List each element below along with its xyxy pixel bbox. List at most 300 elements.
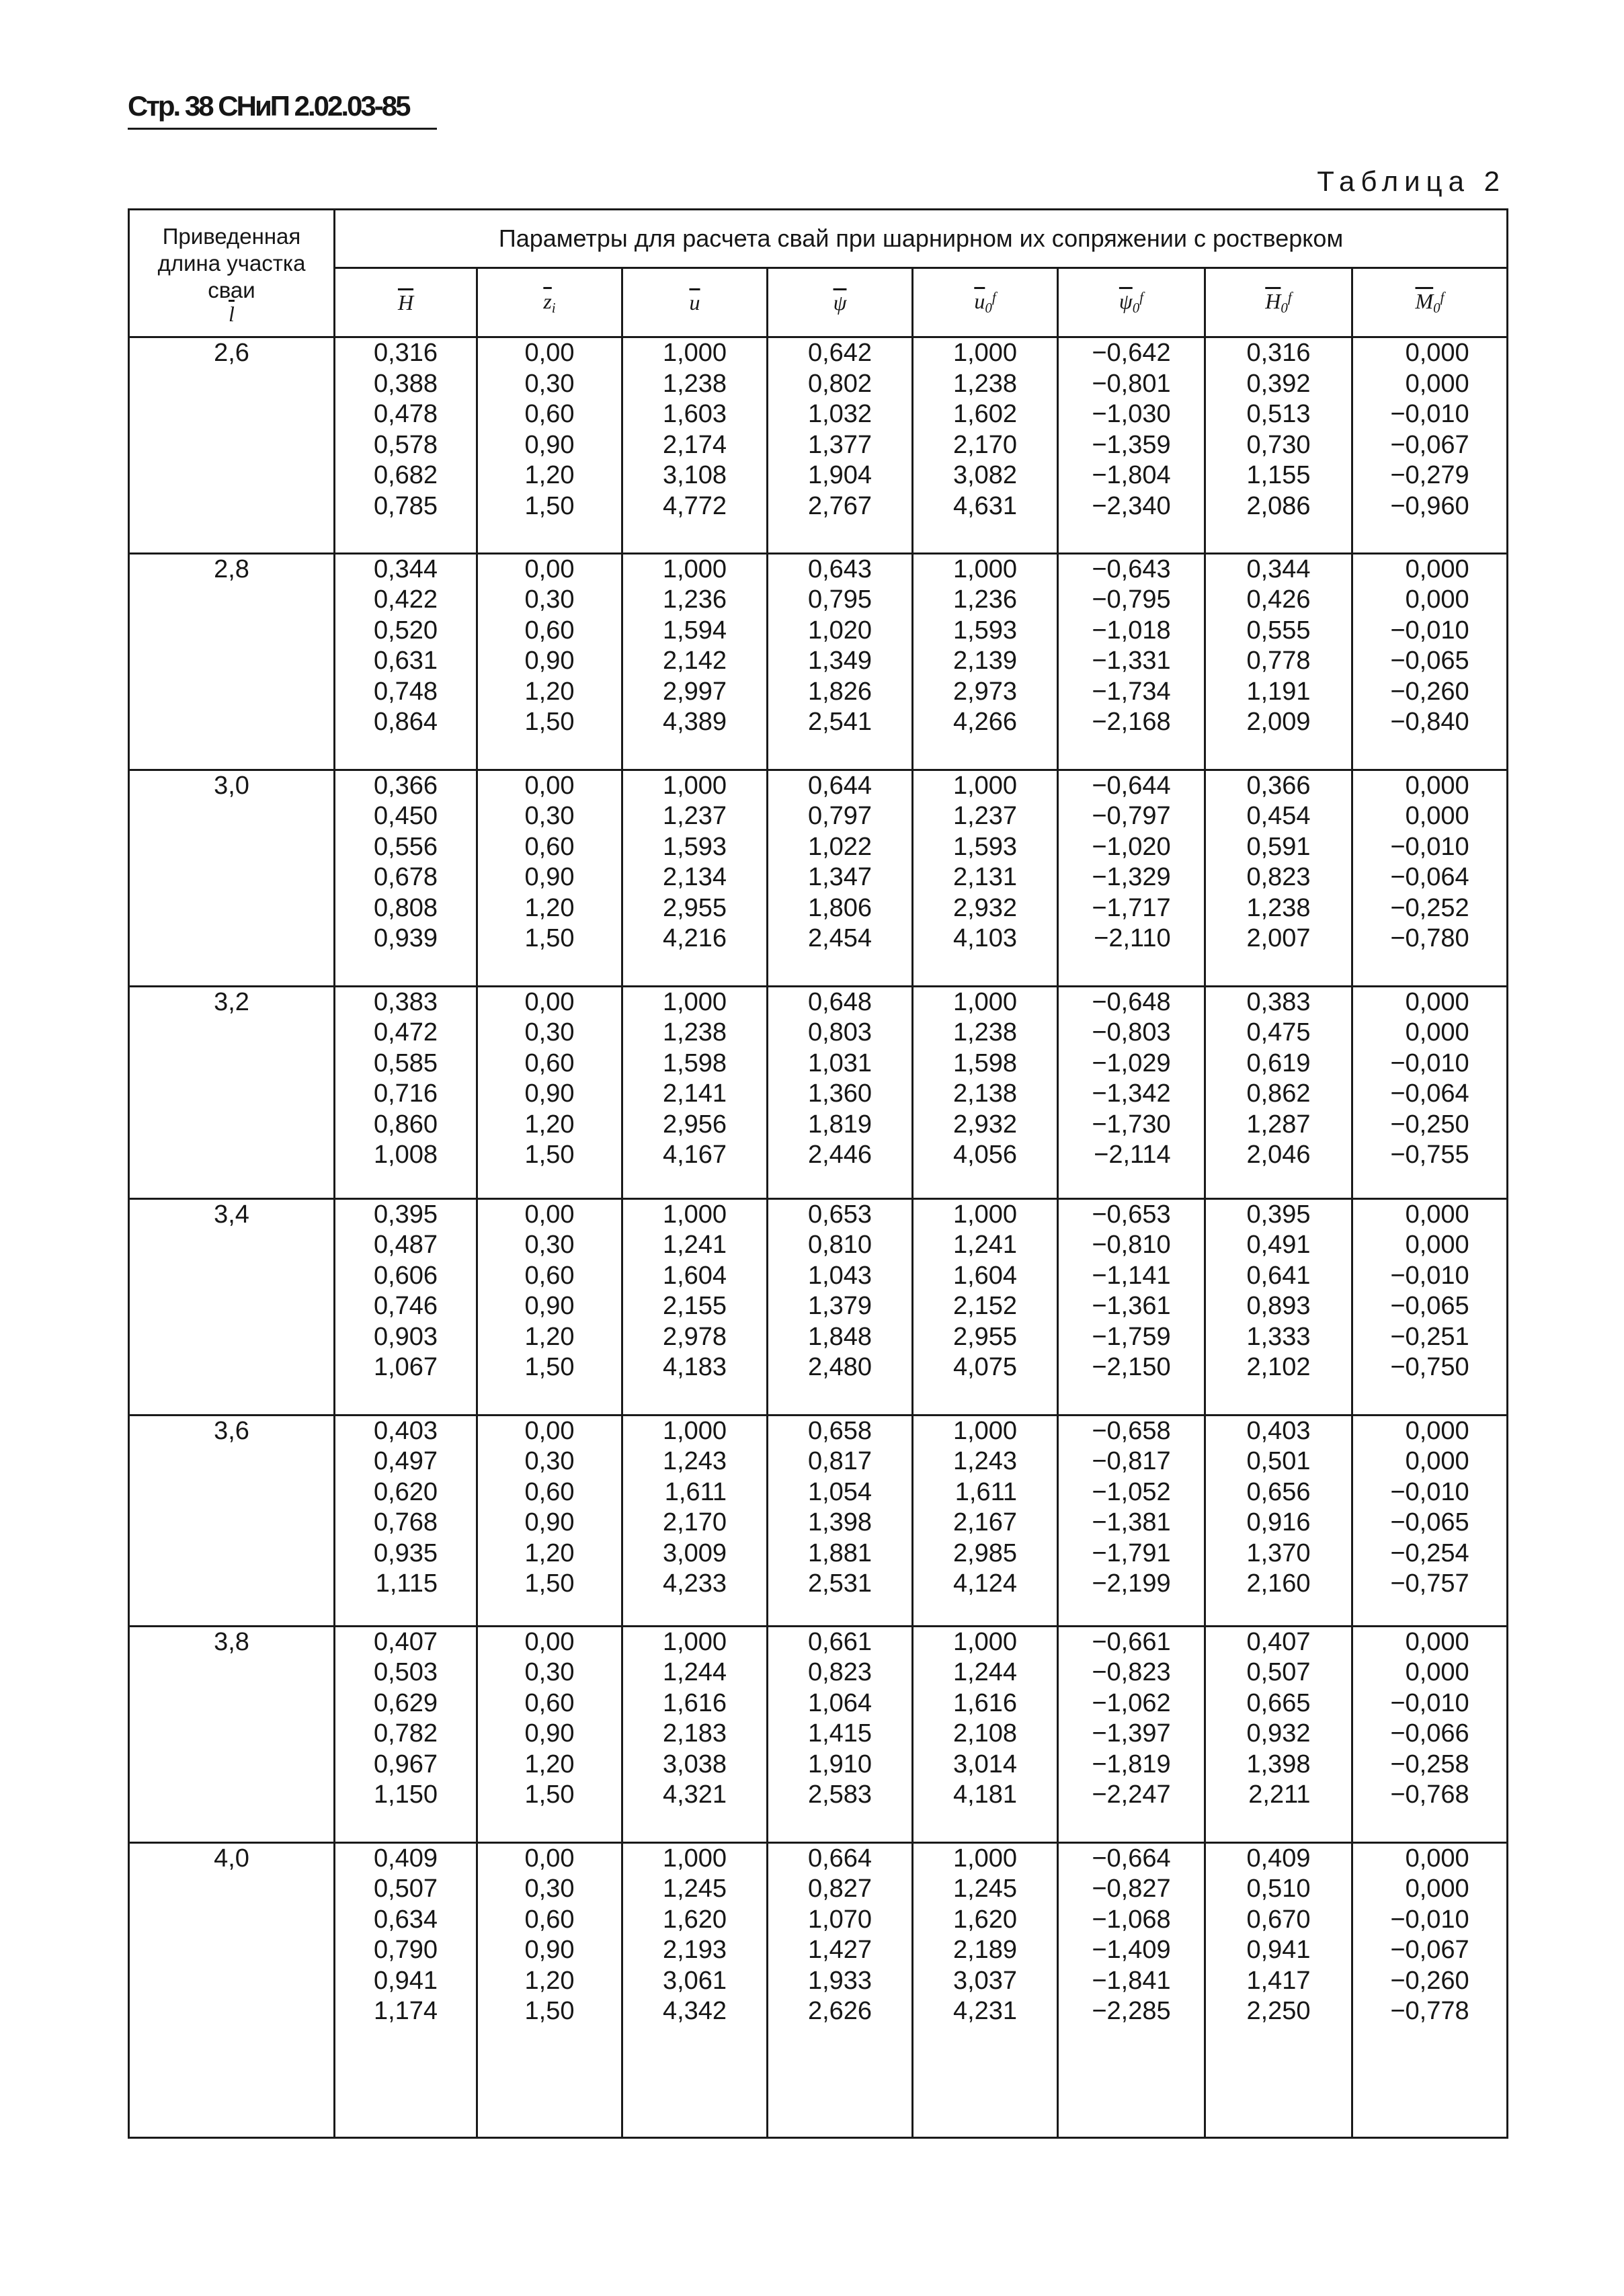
cell-value: 2,141 <box>662 1079 727 1108</box>
cell-value: 0,000 <box>1405 802 1469 831</box>
value-stack <box>374 987 438 1171</box>
column-symbol-header <box>1058 268 1205 337</box>
table-title: Таблица 2 <box>1317 165 1506 197</box>
table-cell <box>335 986 477 1198</box>
value-stack <box>525 1200 575 1383</box>
cell-value: 0,620 <box>373 1477 438 1506</box>
cell-value: −0,260 <box>1390 677 1469 706</box>
cell-value: 0,00 <box>524 1844 575 1873</box>
cell-value: 0,383 <box>373 987 438 1016</box>
value-stack <box>808 1200 872 1383</box>
value-stack <box>1246 338 1310 522</box>
cell-value: 0,782 <box>373 1719 438 1748</box>
value-stack <box>808 1416 872 1600</box>
value-stack <box>374 1200 438 1383</box>
cell-value: 0,631 <box>373 647 438 675</box>
table-cell <box>1058 1415 1205 1626</box>
cell-value: 1,241 <box>952 1231 1018 1260</box>
cell-value: 1,238 <box>1246 893 1311 922</box>
cell-value: 0,000 <box>1405 987 1469 1016</box>
column-symbol <box>974 288 996 316</box>
cell-value: 0,000 <box>1405 1416 1469 1445</box>
table-cell <box>1205 337 1352 554</box>
cell-value: 0,30 <box>524 585 575 614</box>
cell-value: 1,50 <box>524 924 575 953</box>
cell-value: 1,398 <box>1246 1750 1311 1778</box>
table-cell <box>768 1415 913 1626</box>
table-row-group <box>129 1415 1508 1626</box>
cell-value: 2,955 <box>662 893 727 922</box>
column-symbol-header <box>622 268 768 337</box>
cell-value: −0,254 <box>1390 1539 1469 1567</box>
cell-value: 0,403 <box>1246 1416 1311 1445</box>
value-stack <box>953 1416 1017 1600</box>
cell-value: −2,340 <box>1092 491 1171 520</box>
table-cell <box>477 1842 622 2137</box>
table-cell <box>335 1626 477 1842</box>
table-cell <box>477 770 622 986</box>
cell-value: 0,665 <box>1246 1688 1311 1717</box>
cell-value: 2,932 <box>952 1110 1018 1139</box>
cell-value: 1,245 <box>662 1875 727 1903</box>
cell-value: 0,513 <box>1246 400 1311 428</box>
cell-value: 0,90 <box>524 1292 575 1321</box>
cell-value: −1,020 <box>1092 832 1171 861</box>
table-cell <box>1058 1626 1205 1842</box>
cell-value: −0,653 <box>1092 1200 1171 1229</box>
cell-value: −1,361 <box>1092 1292 1171 1321</box>
column-symbol-header <box>913 268 1058 337</box>
cell-value: 0,491 <box>1246 1231 1311 1260</box>
value-stack <box>525 338 575 522</box>
cell-value: 0,967 <box>373 1750 438 1778</box>
cell-value: 2,155 <box>662 1292 727 1321</box>
cell-value: −0,279 <box>1390 461 1469 489</box>
table-cell <box>1352 553 1508 770</box>
cell-value: 1,611 <box>664 1477 727 1506</box>
table-cell <box>1058 1842 1205 2137</box>
cell-value: 0,475 <box>1246 1018 1311 1047</box>
cell-value: −0,768 <box>1390 1780 1469 1809</box>
cell-value: 4,231 <box>952 1997 1018 2026</box>
cell-value: 3,037 <box>952 1966 1018 1995</box>
cell-value: 4,216 <box>662 924 727 953</box>
cell-value: 0,629 <box>373 1688 438 1717</box>
value-stack <box>808 987 872 1171</box>
cell-value: 1,115 <box>375 1569 438 1598</box>
cell-value: 1,070 <box>807 1905 872 1934</box>
cell-value: 0,366 <box>1246 771 1311 800</box>
cell-value: −0,065 <box>1390 1292 1469 1321</box>
cell-value: 1,000 <box>662 1200 727 1229</box>
table-cell <box>622 1415 768 1626</box>
table-cell <box>768 337 913 554</box>
cell-value: 2,138 <box>952 1079 1018 1108</box>
cell-value: 1,593 <box>662 832 727 861</box>
cell-value: 0,487 <box>373 1231 438 1260</box>
cell-value: −0,064 <box>1390 863 1469 892</box>
cell-value: −1,029 <box>1092 1049 1171 1077</box>
cell-value: −0,010 <box>1390 1688 1469 1717</box>
cell-value: 1,243 <box>662 1447 727 1476</box>
cell-value: 0,803 <box>807 1018 872 1047</box>
cell-value: 1,360 <box>807 1079 872 1108</box>
cell-value: 1,50 <box>524 1780 575 1809</box>
cell-value: 3,108 <box>662 461 727 489</box>
value-stack <box>663 1200 727 1383</box>
cell-value: 1,604 <box>662 1261 727 1290</box>
cell-value: 0,000 <box>1405 555 1469 583</box>
table-cell <box>1352 337 1508 554</box>
cell-value: 0,426 <box>1246 585 1311 614</box>
column-symbol-header <box>477 268 622 337</box>
cell-value: 1,620 <box>952 1905 1018 1934</box>
cell-value: 0,366 <box>373 771 438 800</box>
cell-value: −0,823 <box>1092 1658 1171 1687</box>
cell-value: 1,50 <box>524 708 575 737</box>
cell-value: 0,000 <box>1405 1231 1469 1260</box>
cell-value: 1,904 <box>807 461 872 489</box>
cell-value: 2,211 <box>1248 1780 1311 1809</box>
cell-value: 1,347 <box>807 863 872 892</box>
cell-value: −0,067 <box>1390 1936 1469 1965</box>
cell-value: 2,174 <box>662 430 727 459</box>
cell-value: 0,932 <box>1246 1719 1311 1748</box>
cell-value: 1,20 <box>524 677 575 706</box>
cell-value: 1,598 <box>662 1049 727 1077</box>
cell-value: 1,054 <box>807 1477 872 1506</box>
table-cell <box>913 986 1058 1198</box>
cell-value: −0,064 <box>1390 1079 1469 1108</box>
cell-value: −0,010 <box>1390 1905 1469 1934</box>
cell-value: 0,862 <box>1246 1079 1311 1108</box>
value-stack <box>525 1627 575 1811</box>
cell-value: −1,052 <box>1092 1477 1171 1506</box>
value-stack <box>663 1416 727 1600</box>
cell-value: −0,644 <box>1092 771 1171 800</box>
cell-value: 4,103 <box>952 924 1018 953</box>
cell-value: 0,00 <box>524 1627 575 1656</box>
column-symbol-subscript: 0 <box>1281 299 1288 316</box>
row-header-label-line: длина участка <box>157 250 306 276</box>
value-stack <box>374 338 438 522</box>
value-stack <box>1246 555 1310 738</box>
cell-value: 1,000 <box>952 1627 1018 1656</box>
column-symbol <box>834 290 847 315</box>
value-stack <box>525 771 575 954</box>
cell-value: −1,819 <box>1092 1750 1171 1778</box>
cell-value: 0,644 <box>807 771 872 800</box>
table-cell <box>1058 986 1205 1198</box>
cell-value: 4,321 <box>662 1780 727 1809</box>
value-stack <box>663 1844 727 2027</box>
cell-value: 1,594 <box>662 616 727 645</box>
column-symbol-subscript: 0 <box>1132 299 1140 316</box>
cell-value: 0,344 <box>373 555 438 583</box>
cell-value: 4,266 <box>952 708 1018 737</box>
cell-value: 0,30 <box>524 1658 575 1687</box>
cell-value: −0,066 <box>1390 1719 1469 1748</box>
row-group-label: 3,4 <box>129 1198 335 1415</box>
table-cell <box>1058 553 1205 770</box>
cell-value: −1,409 <box>1092 1936 1171 1965</box>
cell-value: 1,20 <box>524 1966 575 1995</box>
column-symbol <box>398 290 413 315</box>
cell-value: 0,643 <box>807 555 872 583</box>
cell-value: 2,541 <box>807 708 872 737</box>
cell-value: 1,000 <box>952 1200 1018 1229</box>
cell-value: 1,238 <box>662 1018 727 1047</box>
cell-value: −1,841 <box>1092 1966 1171 1995</box>
value-stack <box>374 555 438 738</box>
cell-value: −0,801 <box>1092 369 1171 398</box>
value-stack <box>808 1627 872 1811</box>
cell-value: 4,075 <box>952 1353 1018 1382</box>
cell-value: 4,389 <box>662 708 727 737</box>
table-cell <box>335 1842 477 2137</box>
column-symbol <box>1415 288 1445 316</box>
value-stack <box>1092 338 1170 522</box>
cell-value: 0,60 <box>524 400 575 428</box>
cell-value: 2,955 <box>952 1322 1018 1351</box>
cell-value: −1,062 <box>1092 1688 1171 1717</box>
cell-value: 1,20 <box>524 461 575 489</box>
cell-value: −0,797 <box>1092 802 1171 831</box>
value-stack <box>374 1416 438 1600</box>
cell-value: 2,446 <box>807 1141 872 1170</box>
cell-value: 0,000 <box>1405 1875 1469 1903</box>
row-header-label-line: сваи <box>208 277 255 302</box>
cell-value: 1,244 <box>662 1658 727 1687</box>
table-cell <box>622 553 768 770</box>
cell-value: 0,30 <box>524 1231 575 1260</box>
cell-value: 1,620 <box>662 1905 727 1934</box>
cell-value: −0,780 <box>1390 924 1469 953</box>
cell-value: −1,804 <box>1092 461 1171 489</box>
cell-value: −1,342 <box>1092 1079 1171 1108</box>
value-stack <box>808 1844 872 2027</box>
value-stack <box>1092 1844 1170 2027</box>
row-header-cell <box>129 210 335 337</box>
cell-value: 1,022 <box>807 832 872 861</box>
cell-value: 2,009 <box>1246 708 1311 737</box>
cell-value: −0,251 <box>1390 1322 1469 1351</box>
cell-value: 0,00 <box>524 1200 575 1229</box>
cell-value: 1,238 <box>662 369 727 398</box>
cell-value: 0,778 <box>1246 647 1311 675</box>
value-stack <box>1390 1416 1469 1600</box>
cell-value: −1,359 <box>1092 430 1171 459</box>
cell-value: 0,00 <box>524 771 575 800</box>
cell-value: 1,848 <box>807 1322 872 1351</box>
cell-value: 2,046 <box>1246 1141 1311 1170</box>
value-stack <box>374 771 438 954</box>
cell-value: 1,370 <box>1246 1539 1311 1567</box>
cell-value: −0,010 <box>1390 1261 1469 1290</box>
cell-value: 3,014 <box>952 1750 1018 1778</box>
cell-value: 0,503 <box>373 1658 438 1687</box>
value-stack <box>1246 987 1310 1171</box>
cell-value: 2,626 <box>807 1997 872 2026</box>
table-cell <box>335 1415 477 1626</box>
value-stack <box>953 771 1017 954</box>
cell-value: 1,593 <box>952 616 1018 645</box>
cell-value: 0,935 <box>373 1539 438 1567</box>
row-group-label: 2,6 <box>129 337 335 554</box>
table-cell <box>622 337 768 554</box>
value-stack <box>1246 1200 1310 1383</box>
cell-value: −0,010 <box>1390 832 1469 861</box>
cell-value: 1,50 <box>524 1569 575 1598</box>
cell-value: 1,000 <box>662 1844 727 1873</box>
cell-value: −0,010 <box>1390 616 1469 645</box>
value-stack <box>1092 987 1170 1171</box>
cell-value: 2,170 <box>662 1508 727 1537</box>
cell-value: 0,90 <box>524 1719 575 1748</box>
cell-value: 0,000 <box>1405 1447 1469 1476</box>
column-symbol <box>543 288 556 316</box>
cell-value: 1,150 <box>373 1780 438 1809</box>
cell-value: −2,150 <box>1092 1353 1171 1382</box>
value-stack <box>525 1416 575 1600</box>
cell-value: 1,245 <box>952 1875 1018 1903</box>
page-header: Стр. 38 СНиП 2.02.03-85 <box>128 90 409 122</box>
cell-value: −1,018 <box>1092 616 1171 645</box>
table-cell <box>913 553 1058 770</box>
value-stack <box>1246 771 1310 954</box>
table-row-group <box>129 1842 1508 2137</box>
cell-value: 0,00 <box>524 1416 575 1445</box>
cell-value: 0,000 <box>1405 1658 1469 1687</box>
cell-value: −1,734 <box>1092 677 1171 706</box>
row-header-label-line: Приведенная <box>162 223 301 249</box>
header-underline <box>128 128 437 130</box>
cell-value: −2,247 <box>1092 1780 1171 1809</box>
value-stack <box>1390 555 1469 738</box>
cell-value: 0,60 <box>524 1261 575 1290</box>
cell-value: 0,797 <box>807 802 872 831</box>
cell-value: 2,131 <box>952 863 1018 892</box>
cell-value: 1,910 <box>807 1750 872 1778</box>
cell-value: 1,933 <box>807 1966 872 1995</box>
table-cell <box>335 337 477 554</box>
value-stack <box>953 1200 1017 1383</box>
value-stack <box>1390 1844 1469 2027</box>
cell-value: 2,454 <box>807 924 872 953</box>
cell-value: 1,238 <box>952 369 1018 398</box>
cell-value: 0,383 <box>1246 987 1311 1016</box>
cell-value: 0,903 <box>373 1322 438 1351</box>
cell-value: 4,167 <box>662 1141 727 1170</box>
cell-value: −0,840 <box>1390 708 1469 737</box>
cell-value: −0,010 <box>1390 1477 1469 1506</box>
table-cell <box>622 986 768 1198</box>
value-stack <box>953 555 1017 738</box>
cell-value: −1,331 <box>1092 647 1171 675</box>
value-stack <box>1092 1627 1170 1811</box>
group-header: Параметры для расчета свай при шарнирном их сопряжении с ростверком <box>335 210 1508 268</box>
cell-value: 0,392 <box>1246 369 1311 398</box>
cell-value: 1,236 <box>952 585 1018 614</box>
cell-value: 0,664 <box>807 1844 872 1873</box>
cell-value: −0,795 <box>1092 585 1171 614</box>
cell-value: 3,061 <box>662 1966 727 1995</box>
table-cell <box>335 553 477 770</box>
cell-value: 0,510 <box>1246 1875 1311 1903</box>
cell-value: 0,648 <box>807 987 872 1016</box>
cell-value: 0,30 <box>524 1018 575 1047</box>
cell-value: 0,90 <box>524 647 575 675</box>
value-stack <box>525 987 575 1171</box>
cell-value: −0,810 <box>1092 1231 1171 1260</box>
cell-value: 0,555 <box>1246 616 1311 645</box>
value-stack <box>663 987 727 1171</box>
cell-value: 0,30 <box>524 369 575 398</box>
cell-value: 1,602 <box>952 400 1018 428</box>
cell-value: 4,056 <box>952 1141 1018 1170</box>
table-cell <box>622 770 768 986</box>
cell-value: 0,642 <box>807 339 872 367</box>
cell-value: 1,236 <box>662 585 727 614</box>
cell-value: 1,155 <box>1246 461 1311 489</box>
cell-value: 0,817 <box>807 1447 872 1476</box>
cell-value: −0,960 <box>1390 491 1469 520</box>
cell-value: −0,065 <box>1390 1508 1469 1537</box>
cell-value: 1,20 <box>524 1322 575 1351</box>
value-stack <box>1092 771 1170 954</box>
row-header-symbol: $\overline{l}$ <box>229 301 235 326</box>
value-stack <box>953 338 1017 522</box>
cell-value: 2,139 <box>952 647 1018 675</box>
cell-value: −0,250 <box>1390 1110 1469 1139</box>
value-stack <box>663 555 727 738</box>
cell-value: 4,233 <box>662 1569 727 1598</box>
value-stack <box>663 1627 727 1811</box>
table-row-group <box>129 337 1508 554</box>
table-cell <box>477 1626 622 1842</box>
cell-value: 0,748 <box>373 677 438 706</box>
cell-value: 1,427 <box>807 1936 872 1965</box>
cell-value: 1,064 <box>807 1688 872 1717</box>
cell-value: 0,810 <box>807 1231 872 1260</box>
cell-value: 1,067 <box>373 1353 438 1382</box>
cell-value: 0,000 <box>1405 1018 1469 1047</box>
value-stack <box>663 338 727 522</box>
table-cell <box>477 553 622 770</box>
column-symbol-superscript: f <box>991 288 996 305</box>
cell-value: 1,826 <box>807 677 872 706</box>
cell-value: −0,643 <box>1092 555 1171 583</box>
cell-value: 2,480 <box>807 1353 872 1382</box>
cell-value: 4,124 <box>952 1569 1018 1598</box>
cell-value: −0,258 <box>1390 1750 1469 1778</box>
cell-value: 1,000 <box>952 555 1018 583</box>
table-cell <box>622 1198 768 1415</box>
column-symbol-base: $\overline{u}$ <box>689 290 700 315</box>
cell-value: −0,010 <box>1390 1049 1469 1077</box>
cell-value: 3,009 <box>662 1539 727 1567</box>
cell-value: 0,000 <box>1405 1844 1469 1873</box>
table-cell <box>1352 1626 1508 1842</box>
table-cell <box>1352 986 1508 1198</box>
table-cell <box>768 986 913 1198</box>
cell-value: 1,237 <box>662 802 727 831</box>
cell-value: 0,000 <box>1405 771 1469 800</box>
cell-value: 1,174 <box>373 1997 438 2026</box>
table-cell <box>1205 1198 1352 1415</box>
cell-value: −0,755 <box>1390 1141 1469 1170</box>
table-cell <box>913 337 1058 554</box>
